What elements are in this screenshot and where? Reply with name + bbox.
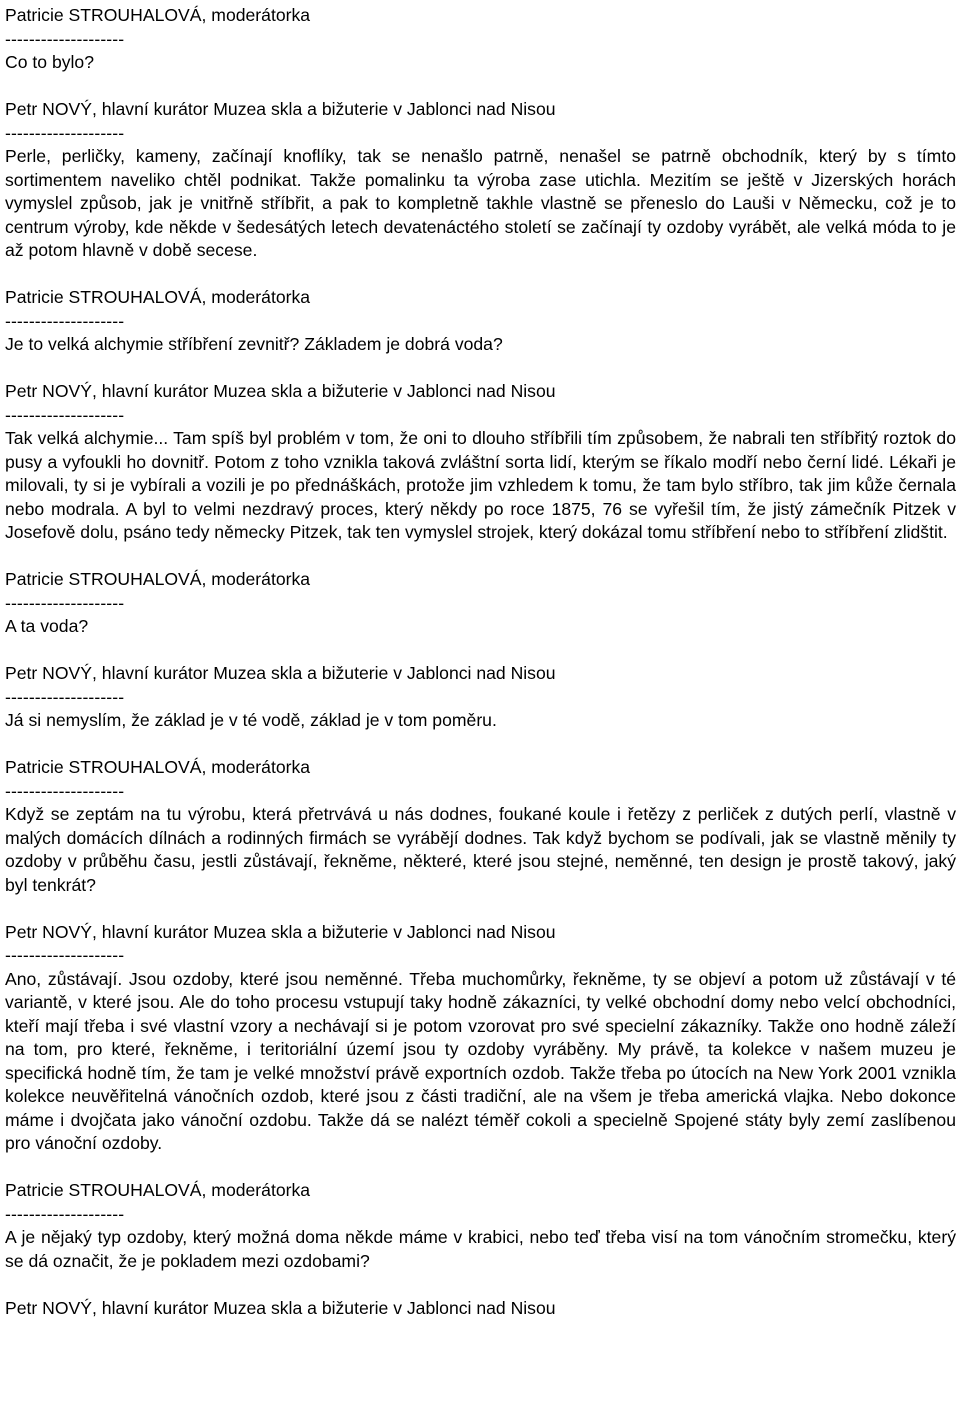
separator-line: -------------------- — [5, 310, 125, 331]
speaker-name: Patricie STROUHALOVÁ, moderátorka — [5, 569, 311, 589]
speaker-name: Patricie STROUHALOVÁ, moderátorka — [5, 287, 311, 307]
utterance-text: Perle, perličky, kameny, začínají knoflíky, tak se nenašlo patrně, nenašel se patrně obchodník, který by s tímto sortimentem naveliko chtěl podnikat. Takže pomalinku ta výroba zase utichla. Mezitím se ještě v Jizerských horách vymyslel způsob, jak je vnitřně stříbřit, a pak to kompletně takhle vlastně se přeneslo do Lauši v Německu, což je to centrum výroby, kde někde v šedesátých letech devatenáctého století se začínají ty ozdoby vyrábět, ale velká móda to je až potom hlavně v době secese. — [5, 146, 956, 260]
transcript-block — [5, 662, 956, 733]
utterance-text: Já si nemyslím, že základ je v té vodě, základ je v tom poměru. — [5, 710, 497, 730]
transcript-block — [5, 756, 956, 897]
transcript-block — [5, 286, 956, 357]
utterance-text: A je nějaký typ ozdoby, který možná doma někde máme v krabici, nebo teď třeba visí na tom vánočním stromečku, který se dá označit, že je pokladem mezi ozdobami? — [5, 1227, 956, 1271]
utterance-text: Ano, zůstávají. Jsou ozdoby, které jsou neměnné. Třeba muchomůrky, řekněme, ty se objeví a potom už zůstávají v té variantě, v které jsou. Ale do toho procesu vstupují taky hodně zákazníci, ty velké obchodní domy nebo velcí obchodníci, kteří mají třeba i své vlastní vzory a nechávají si je potom vzorovat pro své specielní zákazníky. Takže ono hodně záleží na tom, pro které, řekněme, i teritoriální území jsou ty ozdoby vyráběny. My právě, ta kolekce v našem muzeu je specifická hodně tím, že tam je velké množství právě exportních ozdob. Takže třeba po útocích na New York 2001 vznikla kolekce neuvěřitelná vánočních ozdob, které jsou z části tradiční, ale na všem je třeba americká vlajka. Nebo dokonce máme i dvojčata jako vánoční ozdobu. Takže dá se nalézt téměř cokoli a specielně Spojené státy byly zemí zaslíbenou pro vánoční ozdoby. — [5, 968, 956, 1153]
separator-line: -------------------- — [5, 780, 125, 801]
separator-line: -------------------- — [5, 686, 125, 707]
transcript-block — [5, 1179, 956, 1273]
transcript-block — [5, 380, 956, 545]
utterance-text: Tak velká alchymie... Tam spíš byl problém v tom, že oni to dlouho stříbřili tím způsobem, že nabrali ten stříbřitý roztok do pusy a vyfoukli ho dovnitř. Potom z toho vznikla taková zvláštní sorta lidí, kterým se říkalo modří nebo černí lidé. Lékaři je milovali, ty si je vybírali a vozili je po přednáškách, protože jim vzhledem k tomu, že tam bylo stříbro, tak jim kůže černala nebo modrala. A byl to velmi nezdravý proces, který někdy po roce 1875, 76 se vyřešil tím, že jistý zámečník Pitzek v Josefově dolu, psáno tedy německy Pitzek, tak ten vymyslel strojek, který dokázal tomu stříbření nebo to stříbření zlidštit. — [5, 428, 956, 542]
speaker-name: Petr NOVÝ, hlavní kurátor Muzea skla a bižuterie v Jablonci nad Nisou — [5, 99, 556, 119]
speaker-name: Petr NOVÝ, hlavní kurátor Muzea skla a bižuterie v Jablonci nad Nisou — [5, 921, 556, 942]
transcript-block — [5, 568, 956, 639]
utterance-text: Je to velká alchymie stříbření zevnitř? Základem je dobrá voda? — [5, 334, 503, 354]
utterance-text: A ta voda? — [5, 616, 89, 636]
speaker-name: Petr NOVÝ, hlavní kurátor Muzea skla a bižuterie v Jablonci nad Nisou — [5, 663, 556, 683]
separator-line: -------------------- — [5, 122, 125, 143]
transcript-block — [5, 98, 956, 263]
separator-line: -------------------- — [5, 28, 125, 49]
speaker-name: Petr NOVÝ, hlavní kurátor Muzea skla a bižuterie v Jablonci nad Nisou — [5, 381, 556, 401]
transcript-block — [5, 1297, 956, 1321]
transcript-block — [5, 921, 956, 1156]
speaker-name: Patricie STROUHALOVÁ, moderátorka — [5, 1180, 311, 1200]
separator-line: -------------------- — [5, 945, 125, 965]
separator-line: -------------------- — [5, 592, 125, 613]
speaker-name: Petr NOVÝ, hlavní kurátor Muzea skla a bižuterie v Jablonci nad Nisou — [5, 1297, 556, 1318]
utterance-text: Když se zeptám na tu výrobu, která přetrvává u nás dodnes, foukané koule i řetězy z perliček z dutých perlí, vlastně v malých domácích dílnách a rodinných firmách se vyrábějí dodnes. Tak když bychom se podívali, jak se vlastně měnily ty ozdoby v průběhu času, jestli zůstávají, řekněme, některé, které jsou stejné, neměnné, ten design je prostě takový, jaký byl tenkrát? — [5, 804, 956, 895]
speaker-name: Patricie STROUHALOVÁ, moderátorka — [5, 5, 311, 25]
separator-line: -------------------- — [5, 404, 125, 425]
separator-line: -------------------- — [5, 1203, 125, 1224]
transcript-block — [5, 4, 956, 75]
utterance-text: Co to bylo? — [5, 52, 94, 72]
speaker-name: Patricie STROUHALOVÁ, moderátorka — [5, 757, 311, 777]
transcript-document — [5, 4, 956, 1344]
